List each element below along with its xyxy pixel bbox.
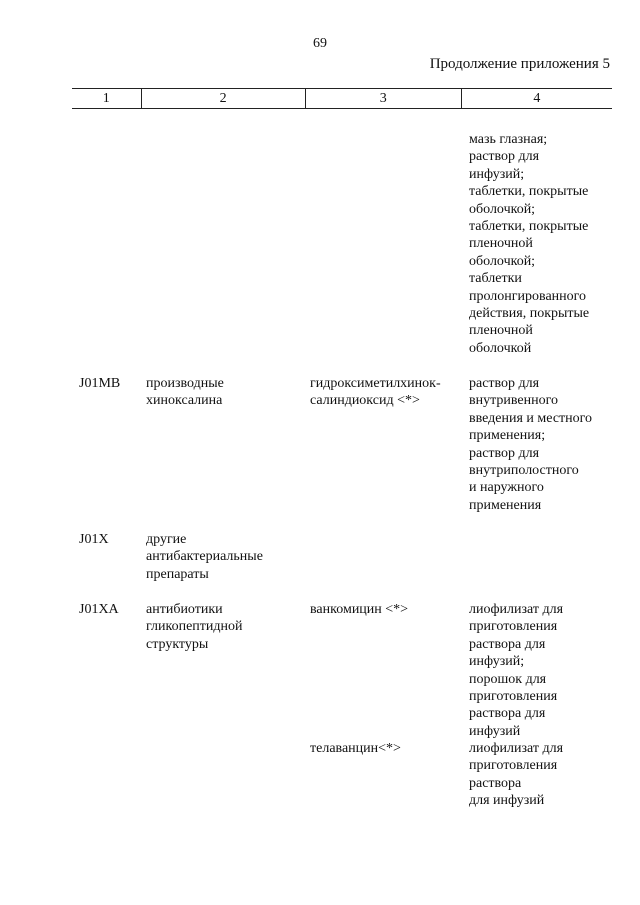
column-header-3: 3 [305,89,461,108]
atc-code: J01XA [79,602,119,617]
column-header-row [72,88,612,109]
continuation-caption: Продолжение приложения 5 [429,56,610,72]
column-header-4: 4 [461,89,612,108]
drug-group: антибиотики гликопептидной структуры [146,602,243,652]
dosage-forms-continued: мазь глазная; раствор для инфузий; таблетки, покрытые оболочкой; таблетки, покрытые пленочной оболочкой; таблетки пролонгированного действия, покрытые пленочной оболочкой [469,132,590,356]
dosage-forms: раствор для внутривенного введения и местного применения; раствор для внутриполостного и наружного применения [469,376,593,513]
atc-code: J01MB [79,376,121,391]
drug-name: телаванцин<*> [310,741,401,756]
drug-group: другие антибактериальные препараты [146,532,263,582]
column-header-1: 1 [102,91,110,106]
drug-name: гидроксиметилхинок- салиндиоксид <*> [310,376,441,409]
column-header-2: 2 [141,89,305,108]
drug-group: производные хиноксалина [146,376,224,409]
drug-name: ванкомицин <*> [310,602,409,617]
atc-code: J01X [79,532,109,547]
dosage-forms: лиофилизат для приготовления раствора для инфузий; порошок для приготовления раствора для инфузий [469,602,564,739]
page-number: 69 [313,36,327,51]
dosage-forms: лиофилизат для приготовления раствора для инфузий [469,741,564,809]
